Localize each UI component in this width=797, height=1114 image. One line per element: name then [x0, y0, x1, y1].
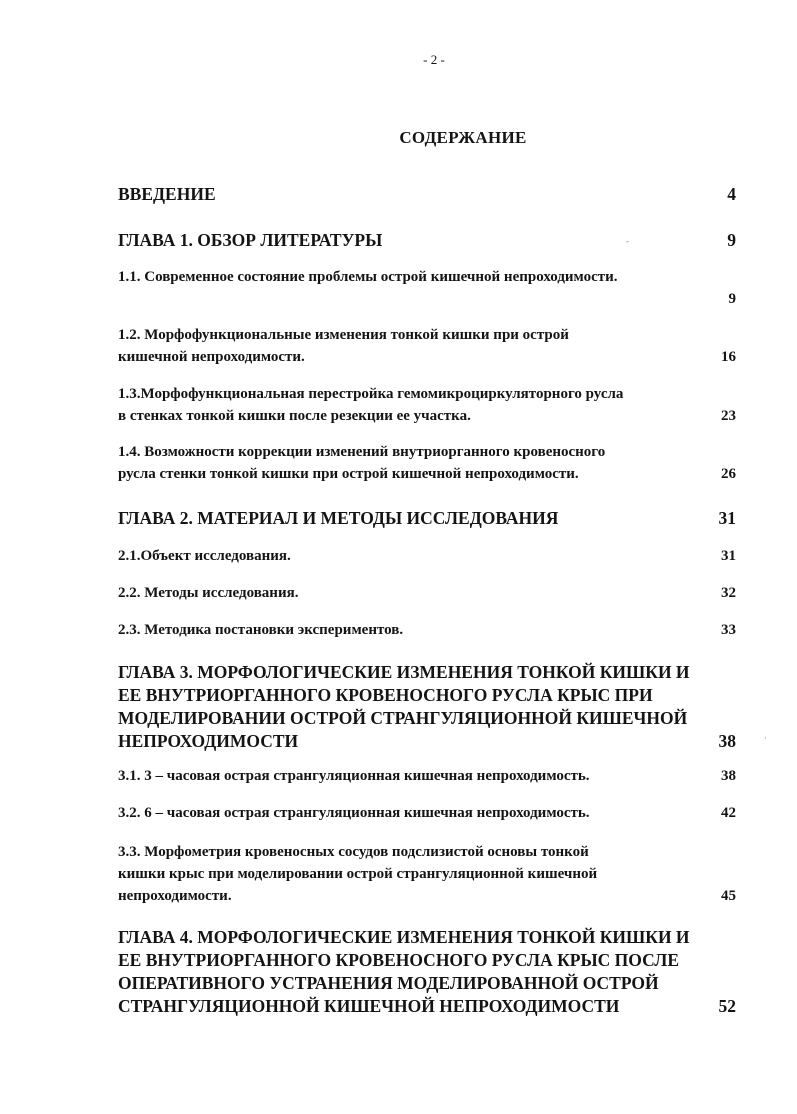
- toc-page-number: 32: [721, 585, 736, 601]
- toc-entry-chapter-4[interactable]: [118, 926, 736, 1018]
- toc-page-number: 4: [727, 184, 736, 204]
- toc-entry-text: ЕЕ ВНУТРИОРГАННОГО КРОВЕНОСНОГО РУСЛА КРЫС ПРИ: [118, 685, 653, 705]
- toc-entry-text: 3.1. 3 – часовая острая странгуляционная кишечная непроходимость.: [118, 768, 590, 784]
- toc-entry-2-2[interactable]: [118, 582, 736, 604]
- toc-entry-text: 3.2. 6 – часовая острая странгуляционная кишечная непроходимость.: [118, 805, 590, 821]
- toc-entry-1-4[interactable]: [118, 441, 736, 485]
- toc-page-number: 33: [721, 622, 736, 638]
- toc-entry-3-1[interactable]: [118, 765, 736, 787]
- toc-entry-text: в стенках тонкой кишки после резекции ее участка.: [118, 408, 471, 424]
- toc-page-number: 42: [721, 805, 736, 821]
- toc-entry-chapter-2[interactable]: [118, 507, 736, 530]
- toc-entry-text: кишечной непроходимости.: [118, 349, 305, 365]
- toc-page-number: 45: [721, 888, 736, 904]
- toc-entry-introduction[interactable]: [118, 183, 736, 206]
- toc-page-number: 9: [727, 230, 736, 250]
- toc-entry-text: 1.3.Морфофункциональная перестройка гемомикроциркуляторного русла: [118, 386, 624, 402]
- toc-entry-text: МОДЕЛИРОВАНИИ ОСТРОЙ СТРАНГУЛЯЦИОННОЙ КИШЕЧНОЙ: [118, 708, 688, 728]
- toc-entry-1-3[interactable]: [118, 383, 736, 427]
- toc-page-number: 31: [721, 548, 736, 564]
- scan-speck: ‐: [626, 236, 629, 246]
- toc-entry-text: русла стенки тонкой кишки при острой кишечной непроходимости.: [118, 466, 579, 482]
- toc-entry-text: 2.1.Объект исследования.: [118, 548, 291, 564]
- toc-entry-text: СТРАНГУЛЯЦИОННОЙ КИШЕЧНОЙ НЕПРОХОДИМОСТИ: [118, 996, 620, 1016]
- toc-page-number: 38: [721, 768, 736, 784]
- toc-page-number: 38: [718, 731, 736, 751]
- toc-entry-chapter-1[interactable]: [118, 229, 736, 252]
- toc-entry-text: ЕЕ ВНУТРИОРГАННОГО КРОВЕНОСНОГО РУСЛА КРЫС ПОСЛЕ: [118, 950, 680, 970]
- toc-entry-2-1[interactable]: [118, 545, 736, 567]
- toc-entry-text: ГЛАВА 2. МАТЕРИАЛ И МЕТОДЫ ИССЛЕДОВАНИЯ: [118, 508, 559, 528]
- toc-entry-text: 3.3. Морфометрия кровеносных сосудов подслизистой основы тонкой: [118, 844, 589, 860]
- toc-entry-2-3[interactable]: [118, 619, 736, 641]
- toc-entry-text: ГЛАВА 1. ОБЗОР ЛИТЕРАТУРЫ: [118, 230, 383, 250]
- toc-entry-3-3[interactable]: [118, 841, 736, 907]
- toc-entry-text: кишки крыс при моделировании острой странгуляционной кишечной: [118, 866, 598, 882]
- toc-entry-text: ГЛАВА 3. МОРФОЛОГИЧЕСКИЕ ИЗМЕНЕНИЯ ТОНКОЙ КИШКИ И: [118, 662, 690, 682]
- toc-page-number: 52: [718, 996, 736, 1016]
- toc-entry-text: 2.2. Методы исследования.: [118, 585, 299, 601]
- toc-page-number: 31: [718, 508, 736, 528]
- toc-entry-text: ОПЕРАТИВНОГО УСТРАНЕНИЯ МОДЕЛИРОВАННОЙ ОСТРОЙ: [118, 973, 659, 993]
- toc-entry-text: 1.4. Возможности коррекции изменений внутриорганного кровеносного: [118, 444, 606, 460]
- page-number: - 2 -: [423, 52, 445, 67]
- toc-entry-text: 2.3. Методика постановки экспериментов.: [118, 622, 404, 638]
- page-title: СОДЕРЖАНИЕ: [399, 128, 527, 147]
- toc-entry-text: ГЛАВА 4. МОРФОЛОГИЧЕСКИЕ ИЗМЕНЕНИЯ ТОНКОЙ КИШКИ И: [118, 927, 690, 947]
- toc-page-number: 16: [721, 349, 736, 365]
- toc-page-number: 9: [728, 291, 736, 307]
- toc-entry-text: ВВЕДЕНИЕ: [118, 184, 216, 204]
- toc-entry-chapter-3[interactable]: [118, 661, 736, 753]
- toc-entry-text: 1.2. Морфофункциональные изменения тонкой кишки при острой: [118, 327, 569, 343]
- toc-entry-3-2[interactable]: [118, 802, 736, 824]
- toc-page-number: 26: [721, 466, 736, 482]
- toc-entry-1-2[interactable]: [118, 324, 736, 368]
- toc-entry-text: НЕПРОХОДИМОСТИ: [118, 731, 299, 751]
- scan-speck: ·: [764, 733, 767, 743]
- toc-entry-text: 1.1. Современное состояние проблемы острой кишечной непроходимости.: [118, 269, 618, 285]
- toc-entry-text: непроходимости.: [118, 888, 232, 904]
- toc-page-number: 23: [721, 408, 736, 424]
- toc-entry-1-1[interactable]: [118, 266, 736, 310]
